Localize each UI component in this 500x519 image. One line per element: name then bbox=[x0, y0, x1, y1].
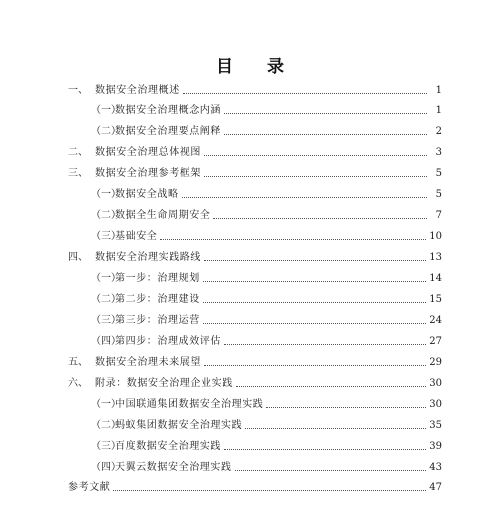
toc-entry-title: 数据安全治理要点阐释 bbox=[115, 126, 221, 137]
toc-entry-6[interactable] bbox=[68, 374, 442, 390]
toc-entry-title: 第三步：治理运营 bbox=[115, 315, 200, 326]
toc-entry-3[interactable] bbox=[68, 164, 442, 180]
toc-entry-number: 六、 bbox=[68, 378, 88, 389]
toc-entry-page: 15 bbox=[429, 294, 442, 305]
toc-entry-3-2[interactable] bbox=[91, 206, 442, 222]
toc-entry-number: 五、 bbox=[68, 357, 88, 368]
toc-entry-3-1[interactable] bbox=[91, 185, 442, 201]
toc-entry-title: 第一步：治理规划 bbox=[115, 273, 200, 284]
toc-entry-4-1[interactable] bbox=[91, 269, 442, 285]
dot-leader bbox=[204, 259, 426, 261]
toc-entry-title: 数据安全治理总体视图 bbox=[95, 147, 201, 158]
toc-entry-number: （一） bbox=[91, 399, 121, 410]
toc-entry-number: （一） bbox=[91, 189, 121, 200]
toc-entry-title: 百度数据安全治理实践 bbox=[115, 441, 221, 452]
toc-entry-page: 39 bbox=[429, 441, 442, 452]
dot-leader bbox=[183, 92, 427, 94]
toc-entry-title: 数据安全治理实践路线 bbox=[95, 252, 201, 263]
dot-leader bbox=[113, 489, 426, 491]
toc-entry-number: （三） bbox=[91, 231, 121, 242]
dot-leader bbox=[224, 343, 426, 345]
toc-entry-number: 一、 bbox=[68, 85, 88, 96]
toc-entry-number: （二） bbox=[91, 126, 121, 137]
dot-leader bbox=[224, 133, 427, 135]
toc-entry-5[interactable] bbox=[68, 353, 442, 369]
toc-entry-6-3[interactable] bbox=[91, 437, 442, 453]
toc-entry-1-1[interactable] bbox=[91, 101, 442, 117]
toc-entry-title: 数据全生命周期安全 bbox=[115, 210, 211, 221]
toc-entry-1-2[interactable] bbox=[91, 122, 442, 138]
toc-entry-number: （一） bbox=[91, 105, 121, 116]
dot-leader bbox=[204, 364, 426, 366]
toc-entry-1[interactable] bbox=[68, 81, 442, 97]
toc-entry-page: 2 bbox=[435, 126, 442, 137]
toc-entry-title: 中国联通集团数据安全治理实践 bbox=[115, 399, 264, 410]
dot-leader bbox=[204, 175, 427, 177]
toc-entry-4-2[interactable] bbox=[91, 290, 442, 306]
dot-leader bbox=[224, 448, 426, 450]
toc-entry-page: 14 bbox=[429, 273, 442, 284]
toc-entry-page: 30 bbox=[429, 378, 442, 389]
dot-leader bbox=[204, 154, 427, 156]
dot-leader bbox=[266, 406, 426, 408]
toc-entry-title: 第二步：治理建设 bbox=[115, 294, 200, 305]
toc-entry-number: （三） bbox=[91, 315, 121, 326]
dot-leader bbox=[224, 112, 427, 114]
toc-entry-page: 1 bbox=[435, 85, 442, 96]
dot-leader bbox=[235, 469, 427, 471]
toc-entry-page: 30 bbox=[429, 399, 442, 410]
toc-entry-6-2[interactable] bbox=[91, 416, 442, 432]
dot-leader bbox=[203, 301, 426, 303]
toc-entry-6-4[interactable] bbox=[91, 458, 442, 474]
toc-entry-number: （四） bbox=[91, 336, 121, 347]
toc-entry-4[interactable] bbox=[68, 248, 442, 264]
toc-entry-number: （二） bbox=[91, 294, 121, 305]
toc-entry-title: 数据安全治理概述 bbox=[95, 85, 180, 96]
page-title: 目 录 bbox=[216, 57, 298, 77]
toc-entry-number: （二） bbox=[91, 210, 121, 221]
toc-entry-page: 7 bbox=[435, 210, 442, 221]
toc-entry-page: 29 bbox=[429, 357, 442, 368]
toc-entry-title: 数据安全治理参考框架 bbox=[95, 168, 201, 179]
toc-entry-number: （四） bbox=[91, 462, 121, 473]
toc-entry-number: （一） bbox=[91, 273, 121, 284]
toc-entry-page: 10 bbox=[429, 231, 442, 242]
toc-entry-title: 天翼云数据安全治理实践 bbox=[115, 462, 232, 473]
toc-entry-2[interactable] bbox=[68, 143, 442, 159]
dot-leader bbox=[203, 280, 426, 282]
toc-entry-number: 三、 bbox=[68, 168, 88, 179]
toc-entry-title: 数据安全战略 bbox=[115, 189, 179, 200]
toc-entry-page: 27 bbox=[429, 336, 442, 347]
toc-entry-title: 基础安全 bbox=[115, 231, 158, 242]
toc-entry-number: 二、 bbox=[68, 147, 88, 158]
toc-entry-number: 四、 bbox=[68, 252, 88, 263]
dot-leader bbox=[213, 217, 427, 219]
toc-entry-4-4[interactable] bbox=[91, 332, 442, 348]
toc-entry-title: 第四步：治理成效评估 bbox=[115, 336, 221, 347]
toc-entry-6-1[interactable] bbox=[91, 395, 442, 411]
dot-leader bbox=[182, 196, 427, 198]
dot-leader bbox=[203, 322, 426, 324]
toc-entry-number: （二） bbox=[91, 420, 121, 431]
toc-entry-title: 数据安全治理未来展望 bbox=[95, 357, 201, 368]
toc-entry-title: 数据安全治理概念内涵 bbox=[115, 105, 221, 116]
toc-entry-page: 35 bbox=[429, 420, 442, 431]
toc-entry-page: 3 bbox=[435, 147, 442, 158]
toc-entry-4-3[interactable] bbox=[91, 311, 442, 327]
dot-leader bbox=[160, 238, 426, 240]
toc-entry-title: 参考文献 bbox=[68, 482, 111, 493]
toc-entry-page: 5 bbox=[435, 168, 442, 179]
toc-entry-3-3[interactable] bbox=[91, 227, 442, 243]
dot-leader bbox=[245, 427, 426, 429]
toc-entry-page: 47 bbox=[429, 482, 442, 493]
toc-entry-page: 1 bbox=[435, 105, 442, 116]
toc-entry-number: （三） bbox=[91, 441, 121, 452]
toc-entry-page: 5 bbox=[435, 189, 442, 200]
toc-entry-page: 43 bbox=[429, 462, 442, 473]
toc-entry-page: 24 bbox=[429, 315, 442, 326]
toc-entry-references[interactable] bbox=[68, 478, 442, 494]
dot-leader bbox=[236, 385, 426, 387]
toc-entry-title: 蚂蚁集团数据安全治理实践 bbox=[115, 420, 243, 431]
toc-entry-title: 附录：数据安全治理企业实践 bbox=[95, 378, 233, 389]
toc-entry-page: 13 bbox=[429, 252, 442, 263]
